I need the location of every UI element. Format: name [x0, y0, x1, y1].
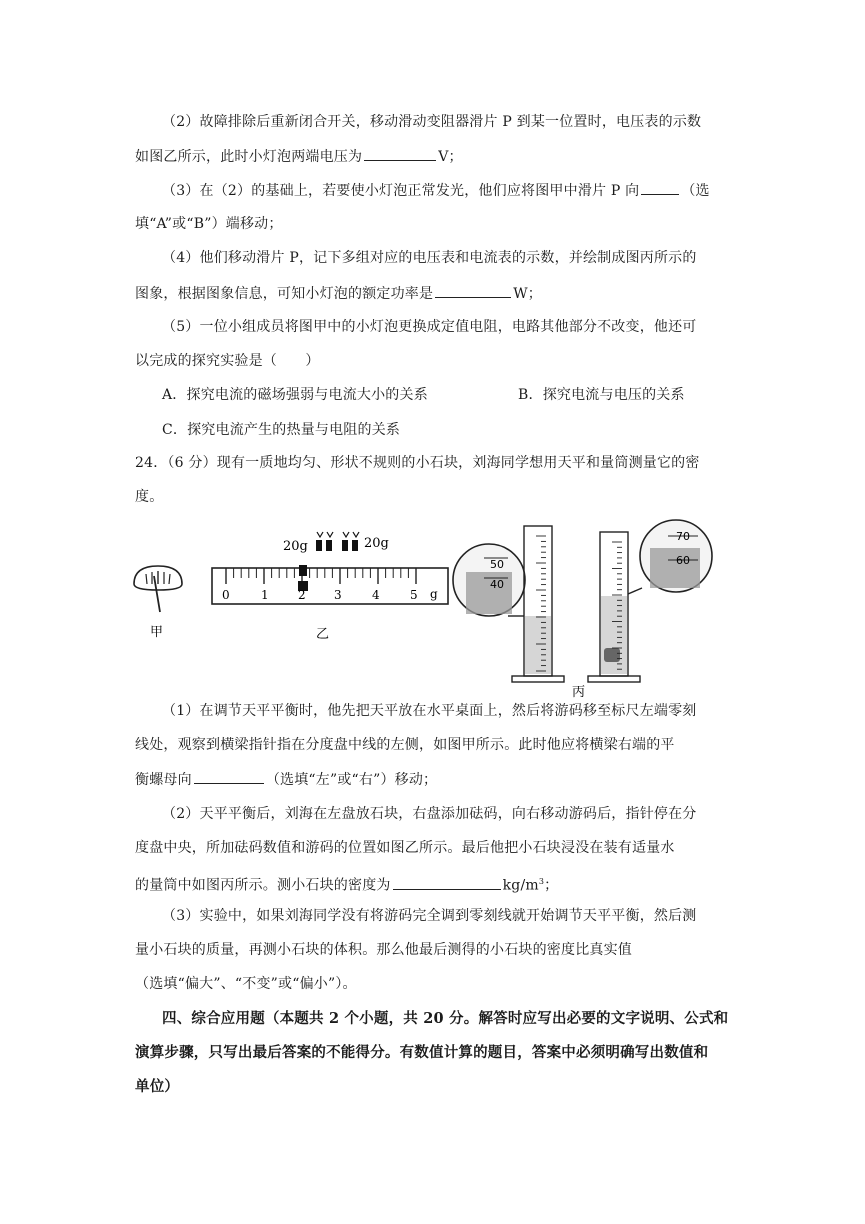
q23-part4-text: 图象，根据图象信息，可知小灯泡的额定功率是	[135, 286, 434, 302]
section4-heading-line3: 单位）	[135, 1078, 180, 1095]
scale-tick-3: 3	[334, 588, 342, 602]
answer-blank-nut-direction[interactable]	[194, 769, 264, 784]
q24-part1-line1: （1）在调节天平平衡时，他先把天平放在水平桌面上，然后将游码移至标尺左端零刻	[162, 703, 697, 719]
q23-part3-text: （3）在（2）的基础上，若要使小灯泡正常发光，他们应将图甲中滑片 P 向	[162, 183, 640, 199]
q23-part2-line2	[135, 146, 463, 167]
weight-icon-2	[342, 532, 359, 551]
scale-tick-4: 4	[372, 588, 380, 602]
cyl1-mark-40: 40	[490, 578, 504, 591]
q23-part5-line2: 以完成的探究实验是（ ）	[135, 353, 320, 369]
label-bing: 丙	[572, 685, 586, 698]
answer-blank-voltage[interactable]	[364, 146, 436, 161]
q24-part2-text: 的量筒中如图丙所示。测小石块的密度为	[135, 877, 391, 894]
scale-tick-5: 5	[410, 588, 418, 602]
q24-part2-line2: 度盘中央，所加砝码数值和游码的位置如图乙所示。最后他把小石块浸没在装有适量水	[135, 840, 675, 856]
q24-part3-line3: （选填“偏大”、“不变”或“偏小”）。	[135, 976, 357, 992]
scale-tick-2: 2	[298, 588, 306, 602]
weight-icon-1	[316, 532, 333, 551]
scale-tick-1: 1	[261, 588, 269, 602]
q24-part2-line3	[135, 872, 558, 896]
cyl2-mark-60: 60	[676, 554, 690, 567]
q24-part3-line1: （3）实验中，如果刘海同学没有将游码完全调到零刻线就开始调节天平平衡，然后测	[162, 908, 697, 924]
dial-jia	[134, 566, 182, 640]
q24-figure-svg	[128, 518, 718, 698]
section4-heading-line1: 四、综合应用题（本题共 2 个小题，共 20 分。解答时应写出必要的文字说明、公式和	[162, 1010, 729, 1027]
q24-part3-line2: 量小石块的质量，再测小石块的体积。那么他最后测得的小石块的密度比真实值	[135, 942, 632, 958]
answer-blank-power[interactable]	[435, 283, 511, 298]
q23-part3-line1	[162, 180, 710, 201]
q24-part2-end: ；	[544, 877, 559, 894]
q23-part2-text: 如图乙所示，此时小灯泡两端电压为	[135, 149, 363, 165]
label-yi: 乙	[316, 627, 330, 642]
scale-ticks	[226, 568, 416, 584]
q23-part2-unit: V；	[438, 149, 463, 165]
q23-part3-tail: （选	[681, 183, 710, 199]
density-unit: kg/m	[502, 877, 539, 894]
density-unit-exponent: 3	[538, 877, 545, 886]
scale-tick-0: 0	[222, 588, 230, 602]
cylinders-bing	[453, 520, 712, 698]
q23-option-b[interactable]: B．探究电流与电压的关系	[518, 387, 685, 403]
cyl2-mark-70: 70	[676, 530, 690, 543]
q23-part4-line2	[135, 283, 542, 304]
q24-part1-line2: 线处，观察到横梁指针指在分度盘中线的左侧，如图甲所示。此时他应将横梁右端的平	[135, 737, 675, 753]
weight-label-2: 20g	[364, 536, 389, 551]
q24-figure	[128, 518, 718, 698]
q24-part1-line3	[135, 769, 437, 790]
q23-part2-line1: （2）故障排除后重新闭合开关，移动滑动变阻器滑片 P 到某一位置时，电压表的示数	[162, 114, 702, 130]
answer-blank-direction[interactable]	[641, 180, 679, 195]
q23-option-c[interactable]: C．探究电流产生的热量与电阻的关系	[162, 422, 401, 438]
dial-pointer	[154, 576, 160, 612]
q23-option-a[interactable]: A．探究电流的磁场强弱与电流大小的关系	[162, 387, 428, 403]
stone-icon	[604, 648, 620, 662]
q24-part1-text: 衡螺母向	[135, 772, 192, 788]
q24-part1-tail: （选填“左”或“右”）移动；	[265, 772, 438, 788]
cyl1-mark-50: 50	[490, 558, 504, 571]
q23-part4-unit: W；	[513, 286, 542, 302]
rider-marker	[299, 565, 307, 576]
label-jia: 甲	[150, 625, 164, 640]
q24-part2-line1: （2）天平平衡后，刘海在左盘放石块，右盘添加砝码，向右移动游码后，指针停在分	[162, 806, 697, 822]
q23-part4-line1: （4）他们移动滑片 P，记下多组对应的电压表和电流表的示数，并绘制成图丙所示的	[162, 250, 697, 266]
rider-scale-yi	[212, 532, 448, 642]
q24-stem-line2: 度。	[135, 489, 164, 505]
section4-heading-line2: 演算步骤，只写出最后答案的不能得分。有数值计算的题目，答案中必须明确写出数值和	[135, 1044, 709, 1061]
q23-part5-line1: （5）一位小组成员将图甲中的小灯泡更换成定值电阻，电路其他部分不改变，他还可	[162, 319, 697, 335]
weight-label-1: 20g	[283, 539, 308, 554]
answer-blank-density[interactable]	[393, 875, 501, 890]
q24-stem-line1: 24．（6 分）现有一质地均匀、形状不规则的小石块，刘海同学想用天平和量筒测量它的密	[135, 455, 700, 471]
q23-part3-line2: 填“A”或“B”）端移动；	[135, 216, 283, 232]
scale-unit: g	[430, 587, 438, 601]
